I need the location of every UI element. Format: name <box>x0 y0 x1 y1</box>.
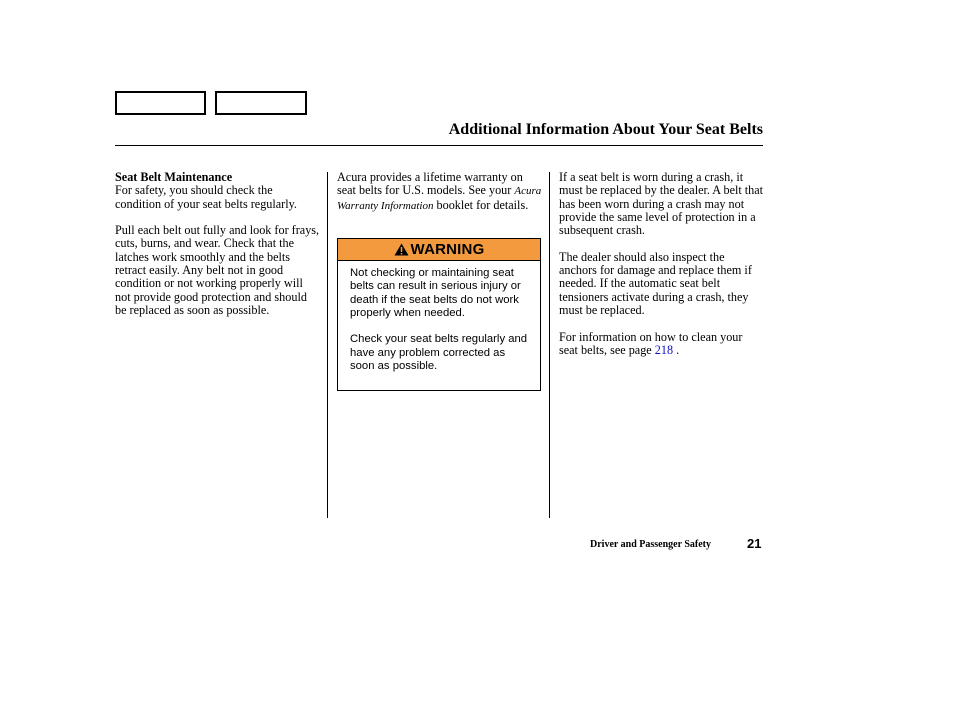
paragraph: Pull each belt out fully and look for frays, cuts, burns, and wear. Check that the latches work smoothly and the belts retract easily. Any belt not in good condition or not working properly will not provide good protection and should be replaced as soon as possible. <box>115 223 320 317</box>
warning-triangle-icon <box>394 243 409 256</box>
section-heading: Seat Belt Maintenance <box>115 170 233 184</box>
column-right <box>559 171 764 370</box>
section-tab-1[interactable] <box>115 91 206 115</box>
paragraph: For information on how to clean your seat belts, see page 218 . <box>559 329 743 357</box>
section-tab-2[interactable] <box>215 91 307 115</box>
page-title: Additional Information About Your Seat Belts <box>448 121 763 138</box>
paragraph: If a seat belt is worn during a crash, it must be replaced by the dealer. A belt that has been worn during a crash may not provide the same level of protection in a subsequent crash. <box>559 170 764 238</box>
warning-text: Check your seat belts regularly and have any problem corrected as soon as possible. <box>350 333 528 373</box>
warning-text: Not checking or maintaining seat belts can result in serious injury or death if the seat belts do not work properly when needed. <box>350 267 521 319</box>
warning-body <box>338 261 540 373</box>
footer-section-name: Driver and Passenger Safety <box>590 539 712 550</box>
page-link-218[interactable]: 218 <box>654 342 674 357</box>
paragraph: For safety, you should check the condition of your seat belts regularly. <box>115 183 297 211</box>
warning-header <box>338 239 540 261</box>
warning-box <box>337 238 541 391</box>
column-middle <box>337 171 542 226</box>
title-rule <box>115 145 763 146</box>
paragraph: Acura provides a lifetime warranty on seat belts for U.S. models. See your Acura Warranty Information booklet for details. <box>337 170 542 212</box>
column-left <box>115 171 321 331</box>
warning-label: WARNING <box>410 241 485 258</box>
warranty-booklet-title: Acura Warranty Information <box>337 185 542 212</box>
column-divider-2 <box>549 172 550 518</box>
paragraph: The dealer should also inspect the anchors for damage and replace them if needed. If the automatic seat belt tensioners activate during a crash, they must be replaced. <box>559 249 752 317</box>
column-divider-1 <box>327 172 328 518</box>
page-number: 21 <box>747 536 762 551</box>
